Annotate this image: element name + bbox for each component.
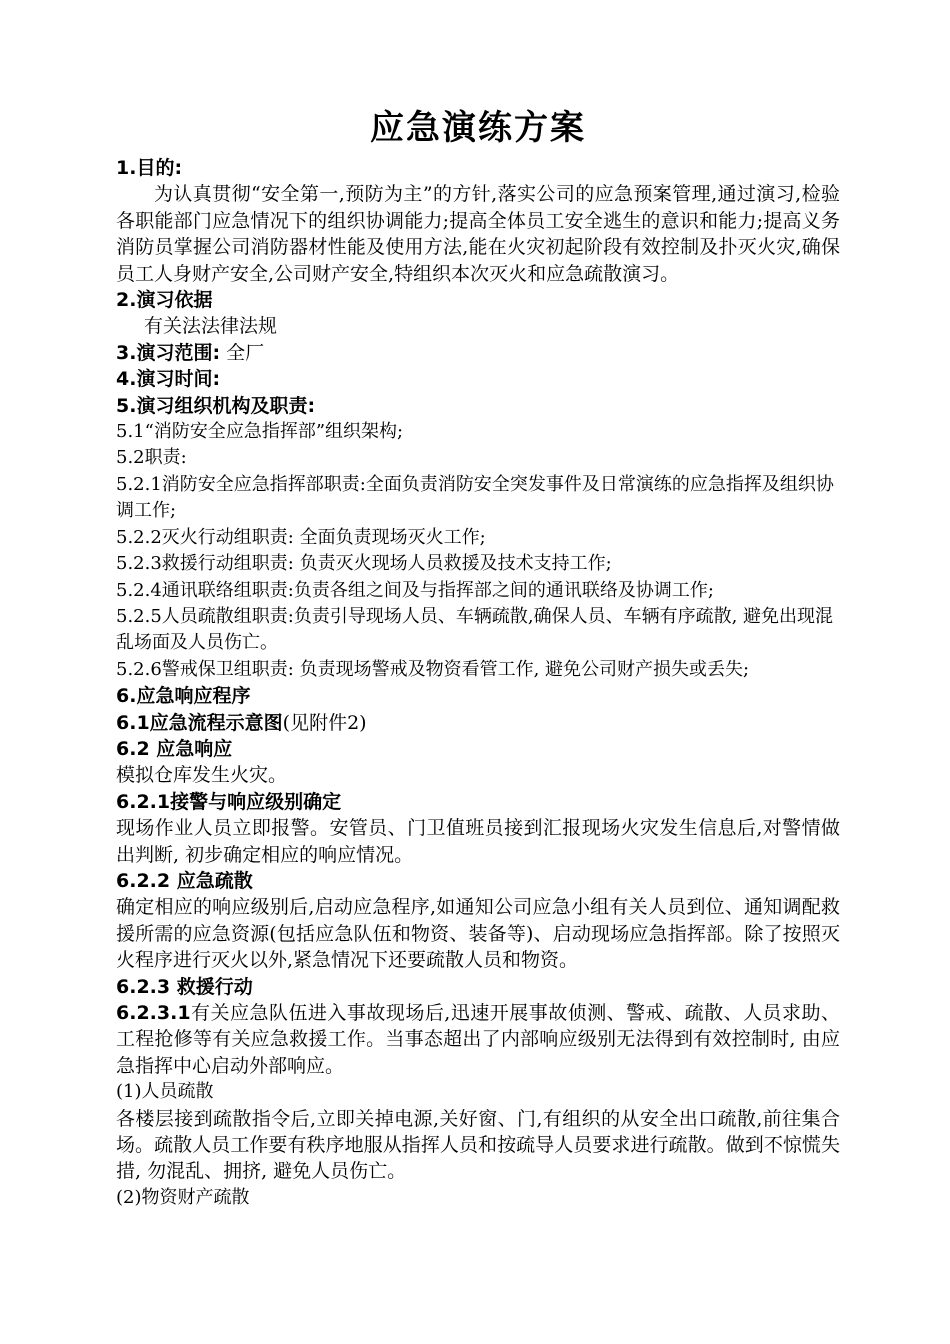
section-6-2-2-body: 确定相应的响应级别后,启动应急程序,如通知公司应急小组有关人员到位、通知调配救援所需的应急资源(包括应急队伍和物资、装备等)、启动现场应急指挥部。除了按照灭火程序进行灭火以外,紧急情况下还要疏散人员和物资。 <box>116 896 840 972</box>
section-3-value: 全厂 <box>220 341 265 364</box>
document-page <box>116 100 840 1211</box>
item-2-heading: (2)物资财产疏散 <box>116 1186 250 1208</box>
section-6-2-1-heading: 6.2.1接警与响应级别确定 <box>116 790 342 813</box>
section-5-heading: 5.演习组织机构及职责: <box>116 394 316 417</box>
section-6-2-3-1-line <box>116 1000 840 1079</box>
item-1-body: 各楼层接到疏散指令后,立即关掉电源,关好窗、门,有组织的从安全出口疏散,前往集合场。疏散人员工作要有秩序地服从指挥人员和按疏导人员要求进行疏散。做到不惊慌失措, 勿混乱、拥挤, 避免人员伤亡。 <box>116 1107 840 1183</box>
section-6-1-line <box>116 710 840 736</box>
section-6-2-3-heading: 6.2.3 救援行动 <box>116 975 253 998</box>
section-2-heading: 2.演习依据 <box>116 289 213 312</box>
section-5-2-3: 5.2.3救援行动组职责: 负责灭火现场人员救援及技术支持工作; <box>116 553 612 575</box>
section-6-heading: 6.应急响应程序 <box>116 685 251 708</box>
section-5-2-1: 5.2.1消防安全应急指挥部职责:全面负责消防安全突发事件及日常演练的应急指挥及组织协调工作; <box>116 473 834 522</box>
section-6-2-body: 模拟仓库发生火灾。 <box>116 764 288 787</box>
section-4-heading: 4.演习时间: <box>116 368 221 391</box>
document-title: 应急演练方案 <box>370 108 586 148</box>
section-5-2: 5.2职责: <box>116 447 187 469</box>
section-5-2-2: 5.2.2灭火行动组职责: 全面负责现场灭火工作; <box>116 526 486 548</box>
section-6-2-1-body: 现场作业人员立即报警。安管员、门卫值班员接到汇报现场火灾发生信息后,对警情做出判断, 初步确定相应的响应情况。 <box>116 817 840 866</box>
section-3-heading: 3.演习范围: <box>116 341 221 364</box>
section-1-heading: 1.目的: <box>116 157 183 179</box>
section-6-2-2-heading: 6.2.2 应急疏散 <box>116 869 253 892</box>
section-5-1: 5.1“消防安全应急指挥部”组织架构; <box>116 421 404 443</box>
section-3-line <box>116 340 840 366</box>
section-5-2-4: 5.2.4通讯联络组职责:负责各组之间及与指挥部之间的通讯联络及协调工作; <box>116 579 714 601</box>
section-6-1-note: (见附件2) <box>282 711 367 734</box>
item-1-heading: (1)人员疏散 <box>116 1081 214 1103</box>
section-5-2-5: 5.2.5人员疏散组职责:负责引导现场人员、车辆疏散,确保人员、车辆有序疏散, 避免出现混乱场面及人员伤亡。 <box>116 605 834 654</box>
section-6-1-heading: 6.1应急流程示意图 <box>116 711 283 734</box>
section-5-2-6: 5.2.6警戒保卫组职责: 负责现场警戒及物资看管工作, 避免公司财产损失或丢失; <box>116 658 750 680</box>
section-6-2-3-1-heading: 6.2.3.1 <box>116 1002 191 1024</box>
section-6-2-heading: 6.2 应急响应 <box>116 737 233 760</box>
section-2-body: 有关法法律法规 <box>144 315 278 338</box>
section-1-body: 为认真贯彻“安全第一,预防为主”的方针,落实公司的应急预案管理,通过演习,检验各职能部门应急情况下的组织协调能力;提高全体员工安全逃生的意识和能力;提高义务消防员掌握公司消防器材性能及使用方法,能在火灾初起阶段有效控制及扑灭火灾,确保员工人身财产安全,公司财产安全,特组织本次灭火和应急疏散演习。 <box>116 183 840 285</box>
section-6-2-3-1-body: 有关应急队伍进入事故现场后,迅速开展事故侦测、警戒、疏散、人员求助、工程抢修等有关应急救援工作。当事态超出了内部响应级别无法得到有效控制时, 由应急指挥中心启动外部响应。 <box>116 1002 840 1077</box>
